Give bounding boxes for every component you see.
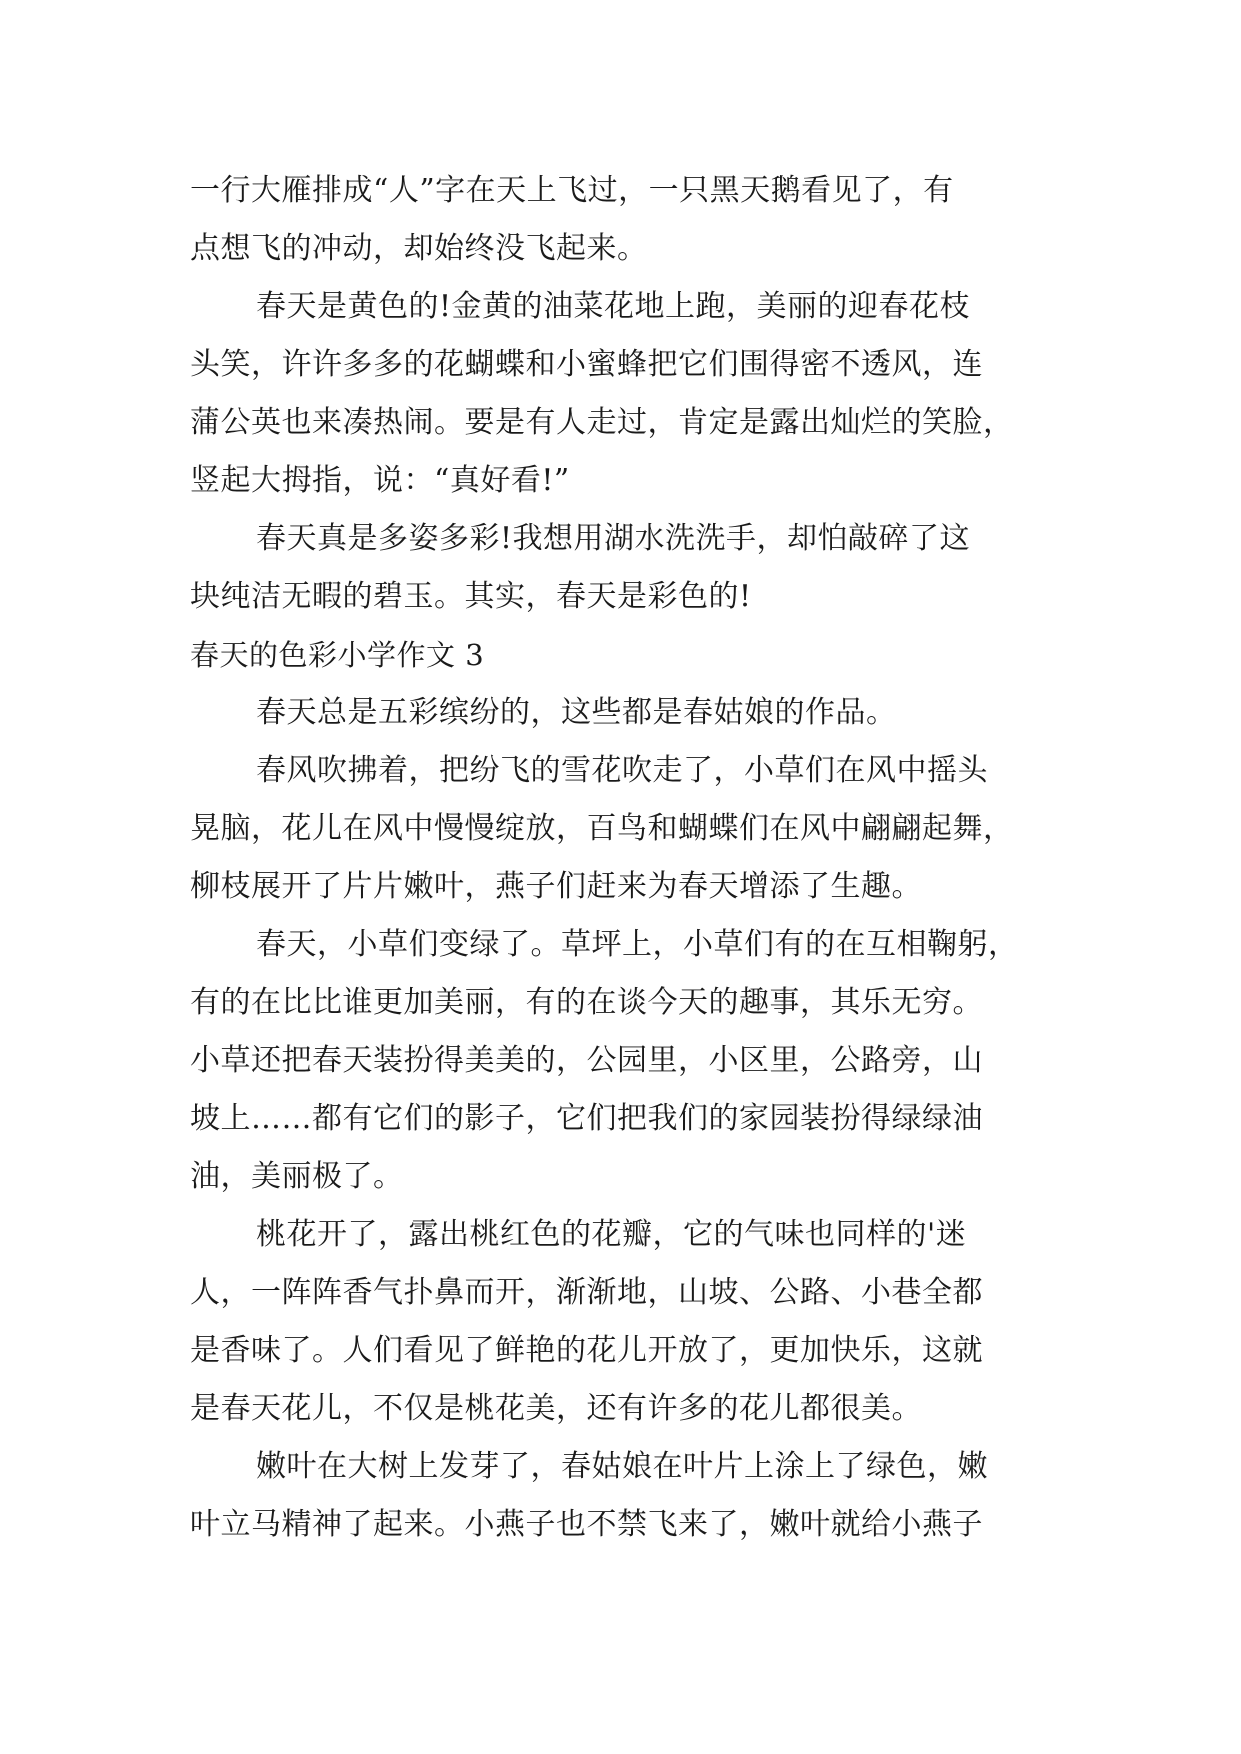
text-line: 叶立马精神了起来。小燕子也不禁飞来了，嫩叶就给小燕子: [190, 1507, 983, 1542]
text-line: 坡上……都有它们的影子，它们把我们的家园装扮得绿绿油: [190, 1101, 983, 1136]
paragraph-start-line: 春天，小草们变绿了。草坪上，小草们有的在互相鞠躬，: [256, 927, 1019, 962]
text-line: 柳枝展开了片片嫩叶，燕子们赶来为春天增添了生趣。: [190, 869, 922, 904]
paragraph-start-line: 春风吹拂着，把纷飞的雪花吹走了，小草们在风中摇头: [256, 753, 988, 788]
text-line: 油，美丽极了。: [190, 1159, 404, 1194]
paragraph-start-line: 春天真是多姿多彩!我想用湖水洗洗手，却怕敲碎了这: [256, 521, 971, 556]
text-line: 点想飞的冲动，却始终没飞起来。: [190, 231, 648, 266]
paragraph-start-line: 春天是黄色的!金黄的油菜花地上跑，美丽的迎春花枝: [256, 289, 971, 324]
text-line: 蒲公英也来凑热闹。要是有人走过，肯定是露出灿烂的笑脸，: [190, 405, 1014, 440]
paragraph-start-line: 嫩叶在大树上发芽了，春姑娘在叶片上涂上了绿色，嫩: [256, 1449, 988, 1484]
paragraph-start-line: 春天总是五彩缤纷的，这些都是春姑娘的作品。: [256, 695, 897, 730]
section-heading: 春天的色彩小学作文 3: [190, 638, 485, 672]
text-line: 一行大雁排成“人”字在天上飞过，一只黑天鹅看见了，有: [190, 173, 954, 208]
text-line: 竖起大拇指，说：“真好看!”: [190, 463, 570, 498]
text-line: 是香味了。人们看见了鲜艳的花儿开放了，更加快乐，这就: [190, 1333, 983, 1368]
text-line: 头笑，许许多多的花蝴蝶和小蜜蜂把它们围得密不透风，连: [190, 347, 983, 382]
text-line: 有的在比比谁更加美丽，有的在谈今天的趣事，其乐无穷。: [190, 985, 983, 1020]
text-line: 晃脑，花儿在风中慢慢绽放，百鸟和蝴蝶们在风中翩翩起舞，: [190, 811, 1014, 846]
text-line: 人，一阵阵香气扑鼻而开，渐渐地，山坡、公路、小巷全都: [190, 1275, 983, 1310]
text-line: 是春天花儿，不仅是桃花美，还有许多的花儿都很美。: [190, 1391, 922, 1426]
text-line: 块纯洁无暇的碧玉。其实，春天是彩色的!: [190, 579, 752, 614]
document-body: [190, 162, 1090, 1554]
paragraph-start-line: 桃花开了，露出桃红色的花瓣，它的气味也同样的'迷: [256, 1217, 967, 1252]
text-line: 小草还把春天装扮得美美的，公园里，小区里，公路旁，山: [190, 1043, 983, 1078]
